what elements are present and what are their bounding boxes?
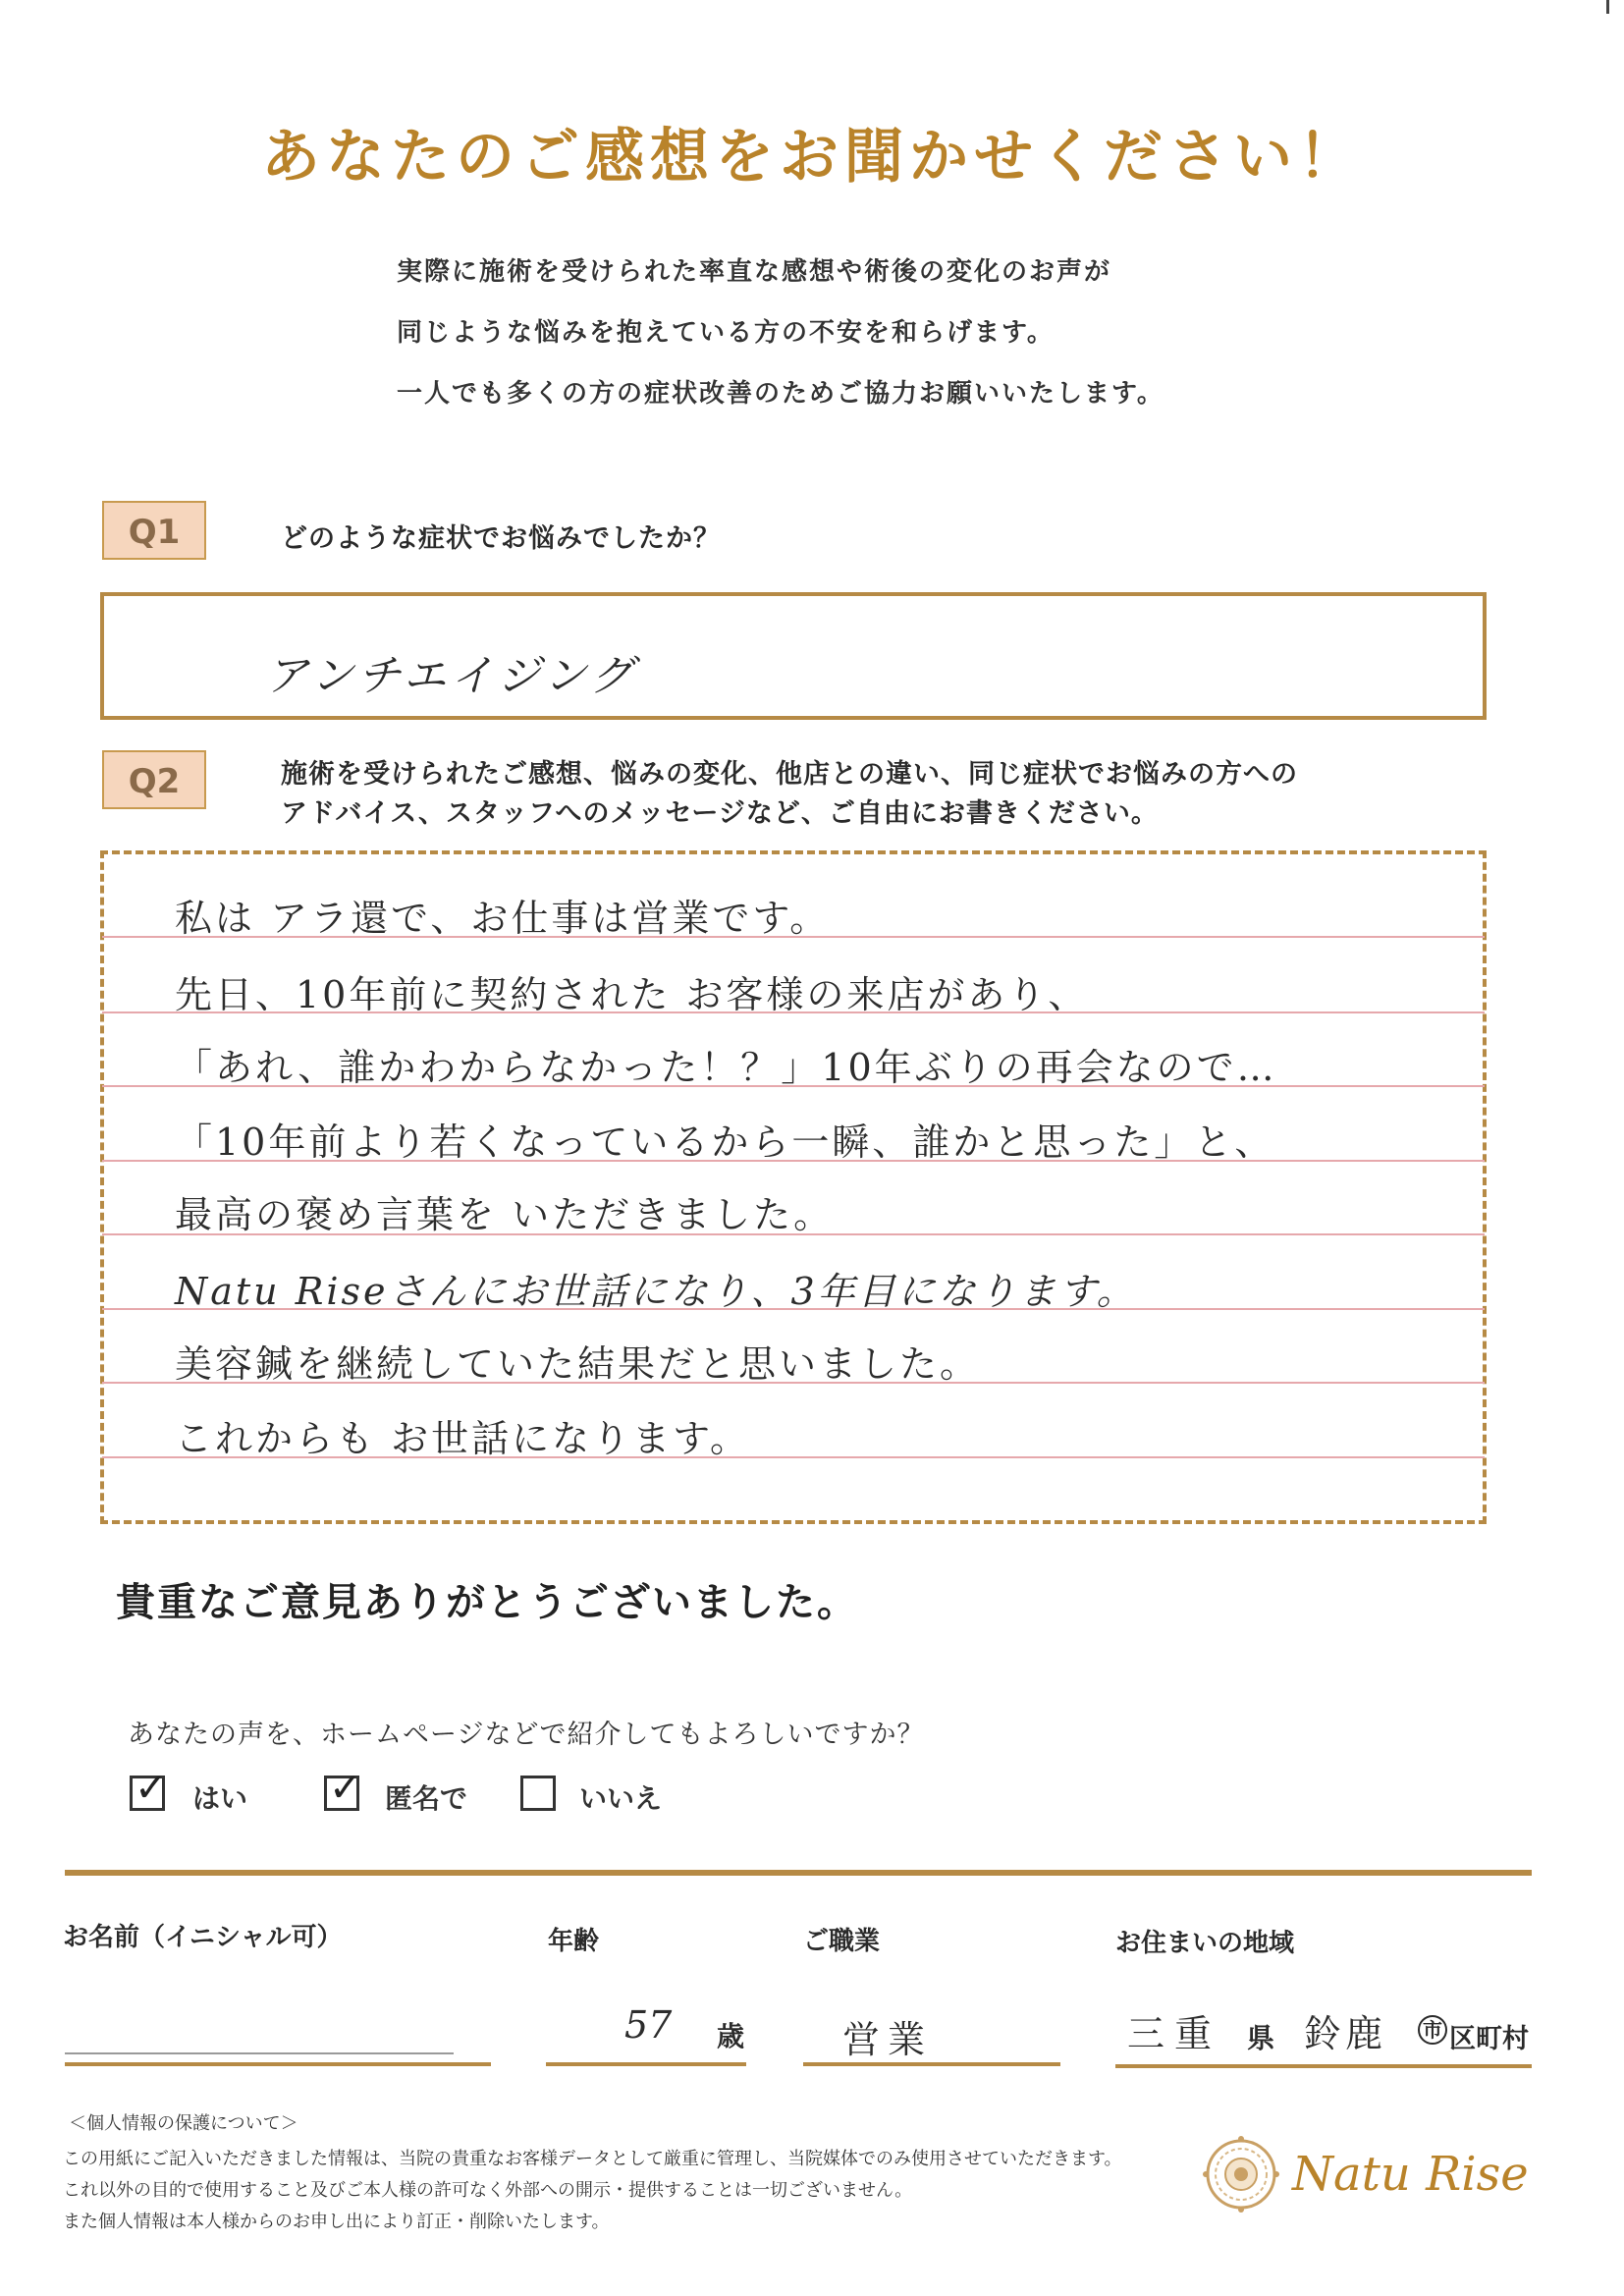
consent-no-checkbox[interactable] bbox=[520, 1776, 556, 1811]
q1-badge: Q1 bbox=[102, 501, 206, 560]
intro-line-2: 同じような悩みを抱えている方の不安を和らげます。 bbox=[397, 318, 1055, 348]
prefecture-unit: 県 bbox=[1247, 2022, 1275, 2054]
job-value: 営業 bbox=[842, 2018, 934, 2061]
name-guide-line bbox=[65, 2052, 454, 2054]
q1-answer-text: アンチエイジング bbox=[265, 651, 637, 701]
check-mark-icon: ✓ bbox=[329, 1766, 362, 1811]
prefecture-value: 三重 bbox=[1127, 2012, 1222, 2055]
city-value: 鈴鹿 bbox=[1304, 2012, 1387, 2055]
q1-question: どのような症状でお悩みでしたか？ bbox=[281, 523, 721, 554]
clinic-logo-text: Natu Rise bbox=[1292, 2147, 1529, 2202]
area-label: お住まいの地域 bbox=[1115, 1929, 1295, 1958]
consent-no-label: いいえ bbox=[579, 1782, 663, 1815]
q2-answer-line-4: 「10年前より若くなっているから一瞬、誰かと思った」と、 bbox=[175, 1121, 1275, 1164]
scan-corner-mark bbox=[1606, 0, 1609, 14]
job-label: ご職業 bbox=[803, 1927, 881, 1956]
privacy-line-3: また個人情報は本人様からのお申し出により訂正・削除いたします。 bbox=[63, 2212, 610, 2232]
form-title: あなたのご感想をお聞かせください！ bbox=[261, 123, 1363, 191]
section-divider bbox=[65, 1870, 1532, 1876]
q2-answer-line-3: 「あれ、誰かわからなかった！？」10年ぶりの再会なので… bbox=[175, 1046, 1277, 1089]
age-unit: 歳 bbox=[717, 2020, 745, 2052]
q2-question-line-2: アドバイス、スタッフへのメッセージなど、ご自由にお書きください。 bbox=[281, 798, 1159, 829]
name-label: お名前（イニシャル可） bbox=[63, 1923, 343, 1952]
area-input[interactable] bbox=[1115, 2064, 1532, 2068]
consent-question: あなたの声を、ホームページなどで紹介してもよろしいですか？ bbox=[128, 1720, 925, 1750]
age-value: 57 bbox=[624, 2003, 673, 2047]
age-label: 年齢 bbox=[548, 1927, 600, 1956]
q2-answer-line-1: 私は アラ還で、お仕事は営業です。 bbox=[175, 897, 831, 940]
privacy-heading: ＜個人情報の保護について＞ bbox=[69, 2113, 298, 2134]
check-mark-icon: ✓ bbox=[135, 1766, 168, 1811]
q2-badge: Q2 bbox=[102, 750, 206, 809]
privacy-line-2: これ以外の目的で使用すること及びご本人様の許可なく外部への開示・提供することは一切ございません。 bbox=[63, 2180, 913, 2201]
consent-anonymous-label: 匿名で bbox=[385, 1782, 468, 1815]
consent-anonymous-checkbox[interactable] bbox=[324, 1766, 362, 1811]
consent-yes-checkbox[interactable] bbox=[130, 1766, 168, 1811]
q2-answer-line-7: 美容鍼を継続していた結果だと思いました。 bbox=[175, 1342, 981, 1386]
city-unit-circled: 市 bbox=[1418, 2015, 1447, 2045]
intro-line-3: 一人でも多くの方の症状改善のためご協力お願いいたします。 bbox=[397, 379, 1164, 409]
privacy-line-1: この用紙にご記入いただきました情報は、当院の貴重なお客様データとして厳重に管理し、当院媒体でのみ使用させていただきます。 bbox=[63, 2149, 1122, 2169]
q2-answer-line-2: 先日、10年前に契約された お客様の来店があり、 bbox=[175, 973, 1089, 1016]
q2-question-line-1: 施術を受けられたご感想、悩みの変化、他店との違い、同じ症状でお悩みの方への bbox=[281, 759, 1298, 790]
intro-line-1: 実際に施術を受けられた率直な感想や術後の変化のお声が bbox=[397, 257, 1112, 287]
city-unit-rest: 区町村 bbox=[1449, 2024, 1529, 2054]
thanks-message: 貴重なご意見ありがとうございました。 bbox=[116, 1580, 858, 1625]
consent-yes-label: はい bbox=[192, 1782, 248, 1815]
clinic-logo-emblem-icon bbox=[1200, 2133, 1282, 2215]
age-input[interactable] bbox=[546, 2062, 746, 2066]
q2-answer-line-5: 最高の褒め言葉を いただきました。 bbox=[175, 1193, 835, 1236]
q2-answer-line-8: これからも お世話になります。 bbox=[175, 1417, 751, 1460]
q2-answer-line-6: Natu Riseさんにお世話になり、3年目になります。 bbox=[175, 1270, 1137, 1313]
name-input[interactable] bbox=[65, 2062, 491, 2066]
